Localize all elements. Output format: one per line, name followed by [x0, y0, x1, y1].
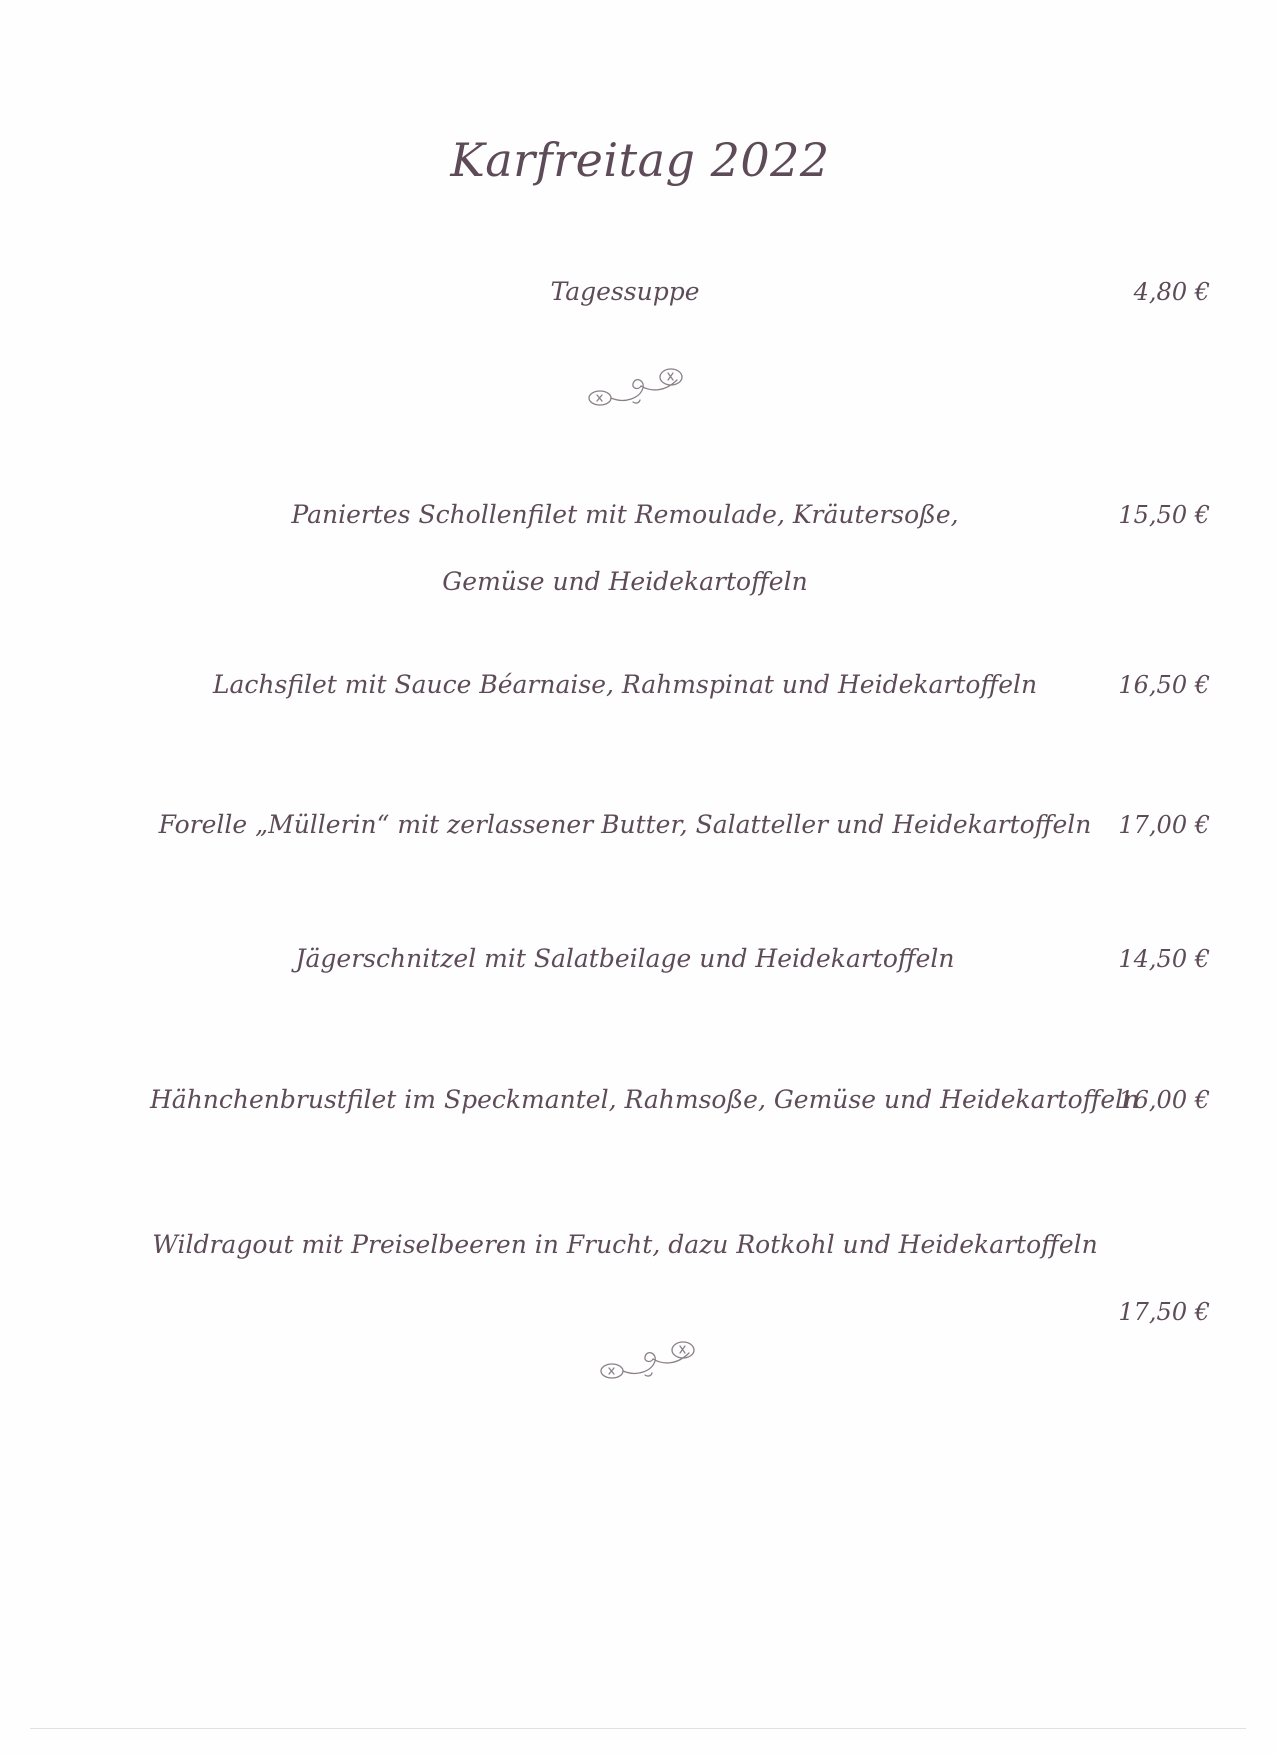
dish-price: 16,00 € — [1118, 1086, 1210, 1114]
dish-price: 4,80 € — [1133, 278, 1210, 306]
dish-name: Tagessuppe — [550, 277, 700, 306]
dish-name: Lachsfilet mit Sauce Béarnaise, Rahmspinat und Heidekartoffeln — [212, 670, 1038, 699]
dish-price: 17,50 € — [1118, 1298, 1210, 1326]
dish-price: 15,50 € — [1118, 501, 1210, 529]
dish-name: Wildragout mit Preiselbeeren in Frucht, dazu Rotkohl und Heidekartoffeln — [152, 1230, 1098, 1259]
flourish-ornament-icon-svg — [585, 362, 695, 412]
dish-name: Forelle „Müllerin“ mit zerlassener Butter, Salatteller und Heidekartoffeln — [158, 810, 1092, 839]
dish-name: Jägerschnitzel mit Salatbeilage und Heidekartoffeln — [295, 944, 955, 973]
dish-name: Hähnchenbrustfilet im Speckmantel, Rahmsoße, Gemüse und Heidekartoffeln — [150, 1085, 1140, 1114]
dish-price: 16,50 € — [1118, 671, 1210, 699]
flourish-ornament-icon — [585, 362, 695, 412]
menu-title: Karfreitag 2022 — [450, 133, 830, 187]
dish-name-continued: Gemüse und Heidekartoffeln — [442, 567, 808, 596]
page-edge-line — [30, 1728, 1246, 1729]
dish-name: Paniertes Schollenfilet mit Remoulade, Kräutersoße, — [291, 500, 959, 529]
dish-price: 17,00 € — [1118, 811, 1210, 839]
dish-price: 14,50 € — [1118, 945, 1210, 973]
flourish-ornament-icon-svg — [597, 1335, 707, 1385]
flourish-ornament-icon — [597, 1335, 707, 1385]
